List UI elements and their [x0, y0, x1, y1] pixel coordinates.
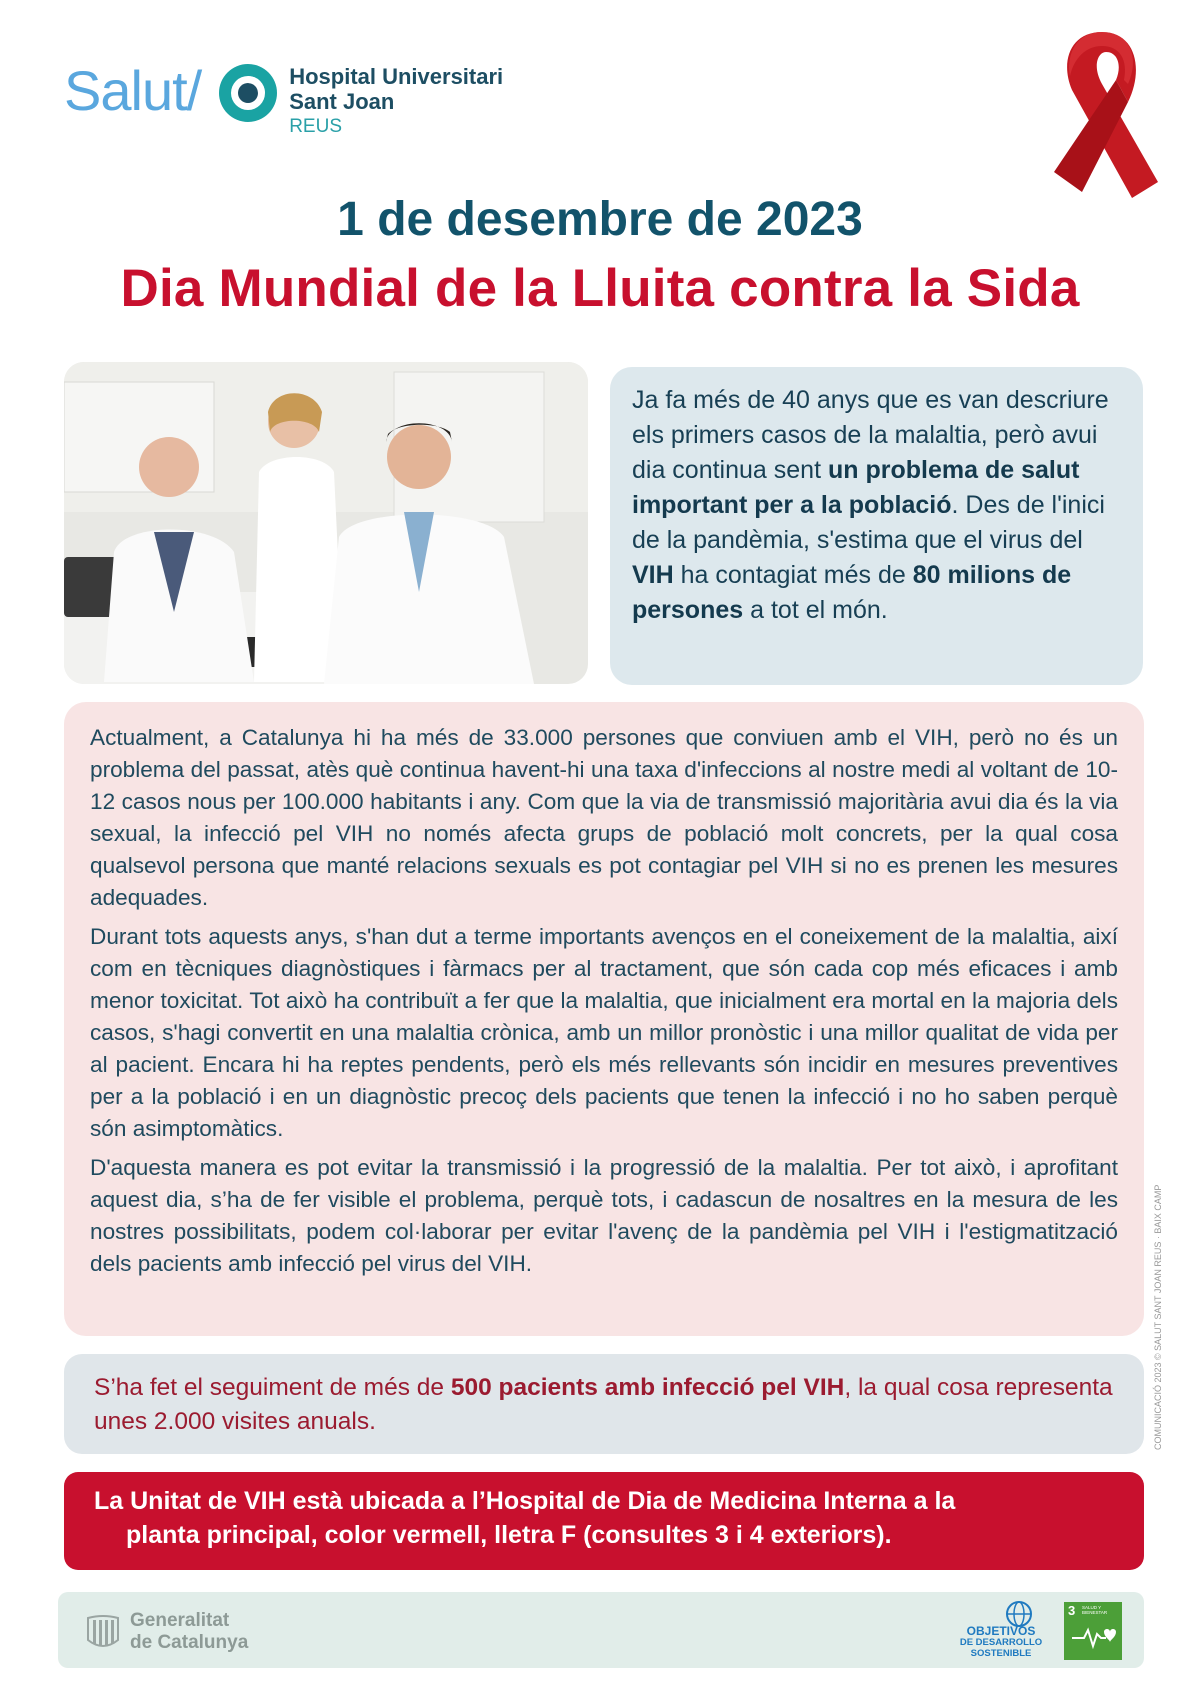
hospital-city: REUS	[289, 116, 342, 137]
stats-text-1: S’ha fet el seguiment de més de	[94, 1374, 451, 1401]
staff-photo-illustration	[64, 362, 588, 684]
generalitat-line-2: de Catalunya	[130, 1632, 249, 1653]
salut-logo: Salut/	[64, 59, 202, 122]
intro-bold-1: un problema de salut important per a la població	[632, 456, 1080, 519]
footer	[58, 1592, 1144, 1668]
ods-line-3: SOSTENIBLE	[970, 1648, 1032, 1659]
intro-bold-3: 80 milions de persones	[632, 561, 1072, 624]
hospital-name-line2: Sant Joan	[289, 89, 395, 114]
generalitat-line-1: Generalitat	[130, 1610, 230, 1631]
main-title: Dia Mundial de la Lluita contra la Sida	[120, 259, 1080, 318]
generalitat-text	[130, 1610, 248, 1654]
sdg3-label: SALUD Y BIENESTAR	[1082, 1605, 1108, 1615]
stats-box	[64, 1354, 1144, 1454]
location-line-2: planta principal, color vermell, lletra F (consultes 3 i 4 exteriors).	[126, 1521, 892, 1549]
body-paragraph-1: Actualment, a Catalunya hi ha més de 33.000 persones que conviuen amb el VIH, però no és un problema del passat, atès què continua havent-hi una taxa d'infeccions al nostre medi al voltant de 10-12 casos nous per 100.000 habitants i any. Com que la via de transmissió majoritària avui dia és la via sexual, la infecció pel VIH no només afecta grups de població molt concrets, per la qual cosa qualsevol persona que manté relacions sexuals es pot contagiar pel VIH si no es prenen les mesures adequades.	[90, 725, 1118, 910]
body-paragraph-3: D'aquesta manera es pot evitar la transmissió i la progressió de la malaltia. Per tot això, i aprofitant aquest dia, s’ha de fer visible el problema, perquè tots, i cadascun de nosaltres en la mesura de les nostres possibilitats, podem col·laborar per evitar l'avenç de la pandèmia pel VIH i l'estigmatització dels pacients amb infecció pel virus del VIH.	[90, 1155, 1118, 1276]
date-title: 1 de desembre de 2023	[337, 193, 863, 246]
heartbeat-icon	[1064, 1602, 1122, 1660]
location-box	[64, 1472, 1144, 1570]
intro-text-box	[610, 367, 1143, 685]
credit-text: COMUNICACIÓ 2023 © SALUT SANT JOAN REUS · BAIX CAMP	[1153, 1184, 1163, 1450]
staff-photo	[64, 362, 588, 684]
body-text-box	[64, 702, 1144, 1336]
sdg3-number: 3	[1068, 1603, 1076, 1618]
ods-line-2: DE DESARROLLO	[959, 1637, 1043, 1648]
header-logos	[64, 58, 503, 148]
generalitat-logo-icon	[86, 1614, 120, 1652]
hospital-name-line1: Hospital Universitari	[289, 64, 504, 89]
red-ribbon-icon	[1040, 22, 1170, 202]
intro-text-4: a tot el món.	[743, 596, 888, 624]
intro-text-3: ha contagiat més de	[673, 561, 913, 589]
body-paragraph-2: Durant tots aquests anys, s'han dut a terme importants avenços en el coneixement de la malaltia, així com en tècniques diagnòstiques i fàrmacs per al tractament, que són cada cop més eficaces i amb menor toxicitat. Tot això ha contribuït a fer que la malaltia, que inicialment era mortal en la majoria dels casos, s'hagi convertit en una malaltia crònica, amb un millor pronòstic i una millor qualitat de vida per al pacient. Encara hi ha reptes pendents, però els més rellevants són incidir en mesures preventives per a la població i en un diagnòstic precoç dels pacients que tenen la infecció i no ho saben perquè són asimptomàtics.	[90, 924, 1118, 1141]
ods-text	[956, 1626, 1046, 1659]
ods-line-1: OBJETIVOS	[966, 1624, 1036, 1638]
stats-bold: 500 pacients amb infecció pel VIH	[450, 1374, 845, 1401]
hospital-logo-icon	[217, 62, 279, 124]
intro-text-2: . Des de l'inici de la pandèmia, s'estima que el virus del	[632, 491, 1105, 554]
sdg3-badge	[1064, 1602, 1122, 1660]
hospital-name	[289, 64, 503, 139]
location-line-1: La Unitat de VIH està ubicada a l’Hospital de Dia de Medicina Interna a la	[94, 1487, 956, 1515]
intro-bold-2: VIH	[632, 561, 674, 589]
intro-text-1: Ja fa més de 40 anys que es van descriure els primers casos de la malaltia, però avui dia continua sent	[632, 386, 1109, 484]
stats-text-2: , la qual cosa representa unes 2.000 visites anuals.	[94, 1374, 1113, 1435]
